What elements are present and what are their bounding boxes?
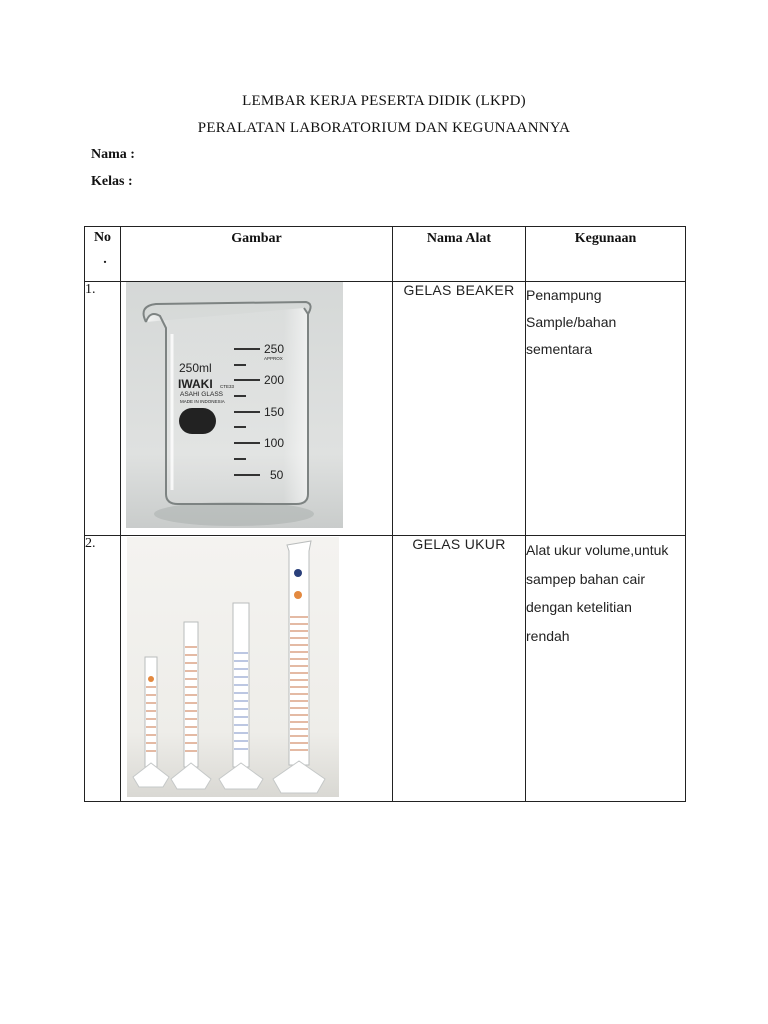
table-header-row [85, 227, 686, 282]
row-number: 1. [85, 282, 121, 536]
usage-line: Penampung [526, 287, 602, 303]
cylinder-image-cell [121, 536, 393, 802]
usage-line: sampep bahan cair [526, 570, 646, 587]
header-usage: Kegunaan [526, 227, 686, 282]
worksheet-subtitle: PERALATAN LABORATORIUM DAN KEGUNAANNYA [197, 120, 571, 136]
header-tool-name: Nama Alat [393, 227, 526, 282]
table-row [85, 282, 686, 536]
scale-label: 200 [264, 373, 285, 387]
equipment-table [84, 226, 686, 802]
measuring-cylinders-image [127, 537, 339, 797]
usage-line: dengan ketelitian [526, 599, 632, 615]
header-no: No . [85, 227, 121, 282]
tool-usage [526, 282, 686, 536]
tool-usage [526, 536, 686, 802]
scale-label: 150 [264, 405, 285, 419]
beaker-image [126, 282, 343, 528]
usage-line: Alat ukur volume,untuk [526, 542, 669, 558]
worksheet-title: LEMBAR KERJA PESERTA DIDIK (LKPD) [242, 93, 526, 109]
usage-line: Sample/bahan [526, 314, 617, 330]
model-label: CTE33 [220, 384, 235, 389]
class-field-label: Kelas : [91, 174, 133, 189]
scale-label: 50 [270, 468, 284, 482]
name-field-label: Nama : [91, 147, 135, 162]
origin-label: MADE IN INDONESIA [180, 399, 225, 404]
tool-name: GELAS BEAKER [393, 282, 526, 536]
scale-label: 100 [264, 436, 285, 450]
beaker-image-cell [121, 282, 393, 536]
brand-label: IWAKI [178, 377, 213, 391]
row-number: 2. [85, 536, 121, 802]
approx-label: APPROX [264, 356, 283, 361]
scale-label: 250 [264, 342, 285, 356]
usage-line: sementara [526, 341, 593, 357]
header-image: Gambar [121, 227, 393, 282]
tool-name: GELAS UKUR [393, 536, 526, 802]
usage-line: rendah [526, 627, 570, 644]
maker-label: ASAHI GLASS [180, 391, 223, 398]
table-row [85, 536, 686, 802]
volume-label: 250ml [179, 361, 212, 375]
